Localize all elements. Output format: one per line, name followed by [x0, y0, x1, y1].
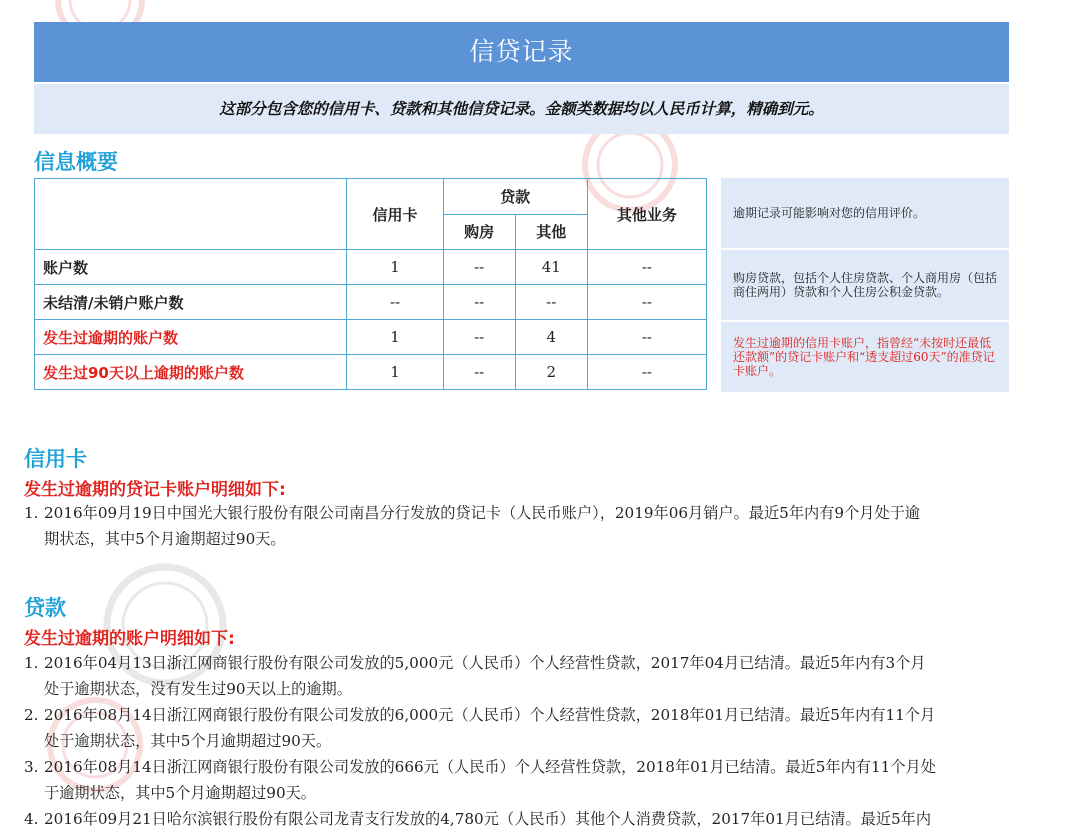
cell-value: -- — [587, 320, 706, 355]
page-title: 信贷记录 — [34, 22, 1009, 82]
section-description: 这部分包含您的信用卡、贷款和其他信贷记录。金额类数据均以人民币计算，精确到元。 — [34, 84, 1009, 134]
cell-value: -- — [587, 355, 706, 390]
loan-title: 贷款 — [24, 596, 66, 620]
note-housing-loan: 购房贷款，包括个人住房贷款、个人商用房（包括商住两用）贷款和个人住房公积金贷款。 — [721, 250, 1009, 320]
header-housing: 购房 — [443, 214, 515, 250]
cell-value: 1 — [347, 320, 443, 355]
row-label: 发生过逾期的账户数 — [35, 320, 347, 355]
cell-value: -- — [515, 285, 587, 320]
credit-card-list — [24, 500, 1024, 552]
list-item: 4. 2016年09月21日哈尔滨银行股份有限公司龙青支行发放的4,780元（人民币）其他个人消费贷款，2017年01月已结清。最近5年内 — [24, 810, 932, 828]
cell-value: 41 — [515, 250, 587, 285]
cell-value: -- — [443, 355, 515, 390]
header-credit-card: 信用卡 — [347, 179, 443, 250]
loan-list — [24, 650, 1024, 832]
cell-value: 1 — [347, 250, 443, 285]
cell-value: -- — [587, 250, 706, 285]
list-item: 1. 2016年04月13日浙江网商银行股份有限公司发放的5,000元（人民币）个人经营性贷款，2017年04月已结清。最近5年内有3个月 处于逾期状态，没有发生过90天以上的逾期。 — [24, 654, 926, 698]
list-item: 2. 2016年08月14日浙江网商银行股份有限公司发放的6,000元（人民币）个人经营性贷款，2018年01月已结清。最近5年内有11个月 处于逾期状态，其中5个月逾期超过90天。 — [24, 706, 936, 750]
overview-notes — [721, 178, 1009, 394]
table-row — [35, 320, 707, 355]
note-overdue-card: 发生过逾期的信用卡账户，指曾经“未按时还最低还款额”的贷记卡账户和“透支超过60天”的准贷记卡账户。 — [721, 322, 1009, 392]
header-other-business: 其他业务 — [587, 179, 706, 250]
table-row — [35, 355, 707, 390]
cell-value: 2 — [515, 355, 587, 390]
table-row — [35, 250, 707, 285]
list-item: 1. 2016年09月19日中国光大银行股份有限公司南昌分行发放的贷记卡（人民币账户），2019年06月销户。最近5年内有9个月处于逾 期状态，其中5个月逾期超过90天。 — [24, 504, 921, 548]
cell-value: -- — [443, 250, 515, 285]
list-item: 3. 2016年08月14日浙江网商银行股份有限公司发放的666元（人民币）个人经营性贷款，2018年01月已结清。最近5年内有11个月处 于逾期状态，其中5个月逾期超过90天。 — [24, 758, 936, 802]
header-loan: 贷款 — [443, 179, 587, 215]
cell-value: -- — [587, 285, 706, 320]
row-label: 账户数 — [35, 250, 347, 285]
loan-subtitle: 发生过逾期的账户明细如下: — [24, 629, 235, 649]
cell-value: 4 — [515, 320, 587, 355]
table-corner — [35, 179, 347, 250]
cell-value: -- — [347, 285, 443, 320]
table-row — [35, 285, 707, 320]
credit-card-subtitle: 发生过逾期的贷记卡账户明细如下: — [24, 480, 286, 500]
header-other: 其他 — [515, 214, 587, 250]
row-label: 发生过90天以上逾期的账户数 — [35, 355, 347, 390]
cell-value: 1 — [347, 355, 443, 390]
cell-value: -- — [443, 320, 515, 355]
credit-card-title: 信用卡 — [24, 447, 87, 471]
overview-title: 信息概要 — [34, 150, 118, 174]
cell-value: -- — [443, 285, 515, 320]
note-overdue-impact: 逾期记录可能影响对您的信用评价。 — [721, 178, 1009, 248]
overview-table — [34, 178, 707, 390]
row-label: 未结清/未销户账户数 — [35, 285, 347, 320]
